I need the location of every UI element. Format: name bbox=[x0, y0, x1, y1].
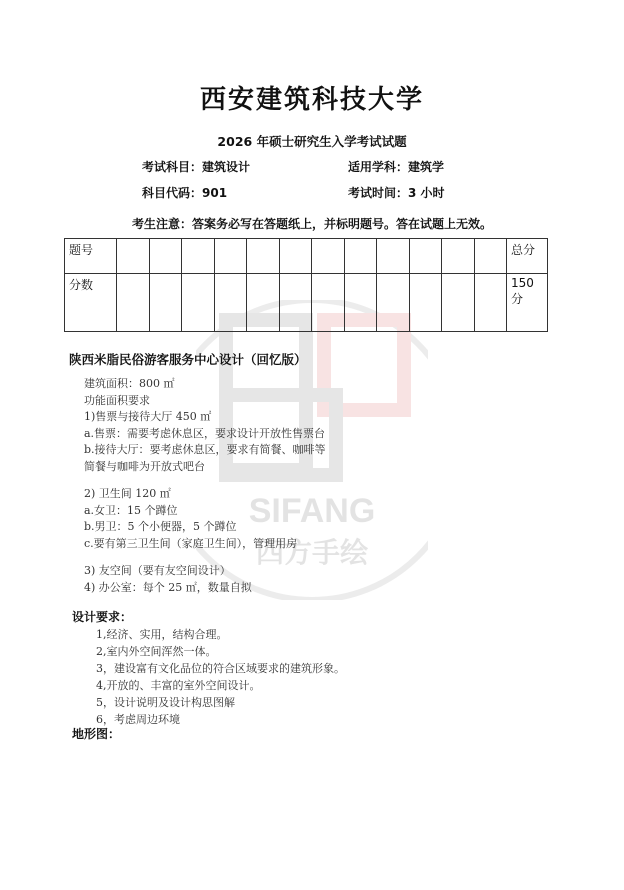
restroom-male: b.男卫：5 个小便器，5 个蹲位 bbox=[84, 520, 237, 533]
design-requirements-title: 设计要求： bbox=[72, 610, 133, 624]
design-requirements-list bbox=[96, 626, 345, 728]
exam-discipline: 适用学科：建筑学 bbox=[348, 160, 445, 174]
restroom-family: c.要有第三卫生间（家庭卫生间），管理用房 bbox=[84, 536, 298, 550]
office: 4) 办公室：每个 25 ㎡，数量自拟 bbox=[84, 580, 252, 594]
total-score-value: 150 分 bbox=[507, 274, 548, 332]
requirement-item: 6，考虑周边环境 bbox=[96, 713, 180, 726]
ticket-item: a.售票：需要考虑休息区，要求设计开放性售票台 bbox=[84, 426, 326, 440]
exam-notice: 考生注意：答案务必写在答题纸上，并标明题号。答在试题上无效。 bbox=[131, 217, 492, 231]
building-area: 建筑面积：800 ㎡ bbox=[84, 377, 175, 390]
terrain-map-label: 地形图： bbox=[72, 727, 121, 741]
requirement-item: 4,开放的、丰富的室外空间设计。 bbox=[96, 679, 261, 692]
ticket-hall: 1)售票与接待大厅 450 ㎡ bbox=[84, 410, 212, 423]
requirement-item: 5，设计说明及设计构思图解 bbox=[96, 696, 235, 709]
exam-title: 2026 年硕士研究生入学考试试题 bbox=[217, 134, 407, 149]
exam-subject: 考试科目：建筑设计 bbox=[142, 160, 251, 174]
question-number-label: 题号 bbox=[65, 239, 117, 274]
score-table bbox=[64, 238, 548, 332]
score-row bbox=[65, 274, 548, 332]
watermark-brand-cn: 四方手绘 bbox=[255, 536, 369, 569]
restroom-female: a.女卫：15 个蹲位 bbox=[84, 503, 178, 517]
total-score-label: 总分 bbox=[507, 239, 548, 274]
friend-space: 3) 友空间（要有友空间设计） bbox=[84, 564, 231, 577]
reception-item-cont: 简餐与咖啡为开放式吧台 bbox=[84, 459, 205, 473]
watermark-brand: SIFANG bbox=[248, 492, 376, 530]
score-label: 分数 bbox=[65, 274, 117, 332]
requirement-item: 3，建设富有文化品位的符合区域要求的建筑形象。 bbox=[96, 662, 345, 675]
project-title: 陕西米脂民俗游客服务中心设计（回忆版） bbox=[69, 352, 307, 367]
project-requirements bbox=[84, 376, 444, 596]
subject-code: 科目代码：901 bbox=[142, 186, 228, 200]
question-number-row bbox=[65, 239, 548, 274]
restroom: 2) 卫生间 120 ㎡ bbox=[84, 487, 171, 500]
exam-time: 考试时间：3 小时 bbox=[348, 186, 445, 200]
function-area-heading: 功能面积要求 bbox=[84, 393, 150, 407]
reception-item: b.接待大厅：要考虑休息区，要求有简餐、咖啡等 bbox=[84, 443, 326, 456]
requirement-item: 2,室内外空间浑然一体。 bbox=[96, 645, 217, 658]
university-name: 西安建筑科技大学 bbox=[199, 85, 424, 115]
requirement-item: 1,经济、实用，结构合理。 bbox=[96, 628, 228, 641]
